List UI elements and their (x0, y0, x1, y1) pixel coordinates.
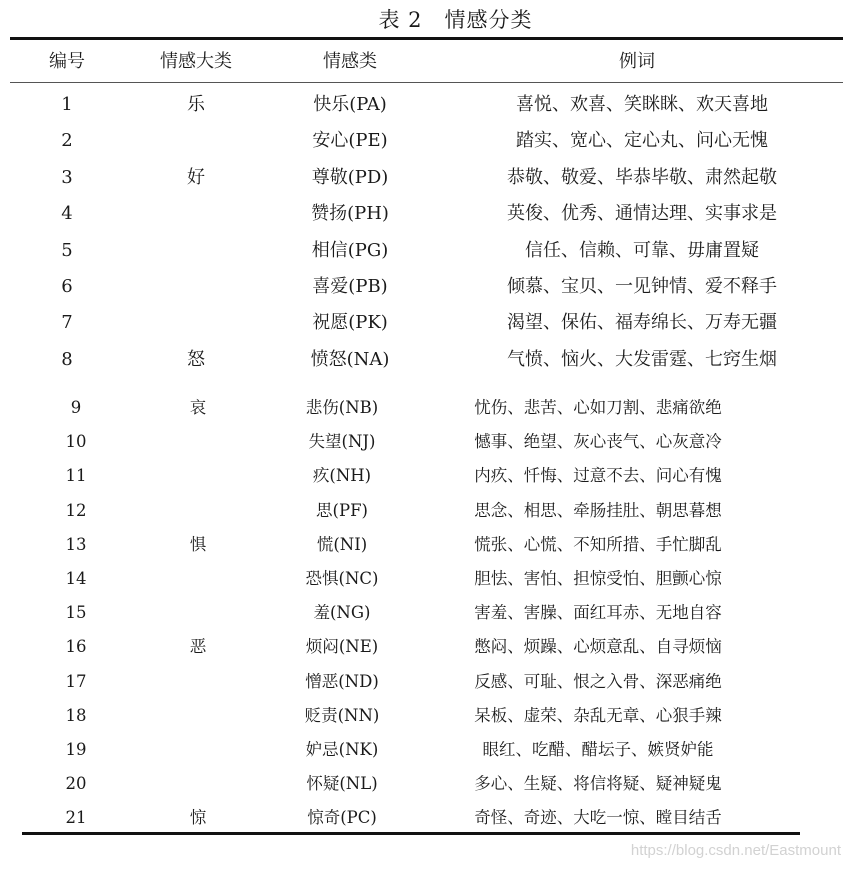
row-id: 7 (61, 312, 73, 333)
row-id: 19 (65, 740, 87, 759)
row-id: 11 (65, 466, 87, 485)
row-examples: 奇怪、奇迹、大吃一惊、瞠目结舌 (474, 808, 722, 827)
row-id: 1 (61, 94, 73, 115)
row-id: 3 (61, 167, 73, 188)
row-examples: 眼红、吃醋、醋坛子、嫉贤妒能 (482, 740, 714, 759)
row-examples: 慌张、心慌、不知所措、手忙脚乱 (474, 535, 722, 554)
row-category: 慌(NI) (316, 535, 368, 554)
row-category: 妒忌(NK) (305, 740, 379, 759)
row-examples: 憋闷、烦躁、心烦意乱、自寻烦恼 (474, 637, 722, 656)
row-id: 2 (61, 130, 73, 151)
row-major: 好 (187, 167, 205, 188)
row-major: 恶 (189, 637, 207, 656)
row-category: 赞扬(PH) (311, 203, 389, 224)
row-category: 憎恶(ND) (305, 672, 379, 691)
row-category: 喜爱(PB) (312, 276, 388, 297)
row-category: 烦闷(NE) (305, 637, 379, 656)
row-category: 祝愿(PK) (312, 312, 388, 333)
row-category: 失望(NJ) (308, 432, 376, 451)
table-header-rule (10, 82, 843, 83)
header-examples: 例词 (619, 51, 655, 72)
row-id: 16 (65, 637, 87, 656)
row-examples: 内疚、忏悔、过意不去、问心有愧 (474, 466, 722, 485)
row-category: 愤怒(NA) (310, 349, 390, 370)
row-id: 13 (65, 535, 87, 554)
header-category: 情感类 (323, 51, 377, 72)
row-id: 20 (65, 774, 87, 793)
row-examples: 踏实、宽心、定心丸、问心无愧 (516, 130, 768, 151)
header-id: 编号 (49, 51, 85, 72)
row-id: 15 (65, 603, 87, 622)
row-category: 安心(PE) (312, 130, 388, 151)
row-id: 12 (65, 501, 87, 520)
row-examples: 呆板、虚荣、杂乱无章、心狠手辣 (474, 706, 722, 725)
row-examples: 渴望、保佑、福寿绵长、万寿无疆 (507, 312, 777, 333)
row-major: 乐 (187, 94, 205, 115)
row-category: 怀疑(NL) (306, 774, 378, 793)
row-id: 8 (61, 349, 73, 370)
row-examples: 反感、可耻、恨之入骨、深恶痛绝 (474, 672, 722, 691)
row-id: 9 (70, 398, 82, 417)
watermark-text: https://blog.csdn.net/Eastmount (630, 842, 841, 859)
row-examples: 思念、相思、牵肠挂肚、朝思暮想 (474, 501, 722, 520)
row-examples: 憾事、绝望、灰心丧气、心灰意冷 (474, 432, 722, 451)
row-id: 21 (65, 808, 87, 827)
table-bottom-rule (22, 832, 800, 835)
row-major: 惊 (189, 808, 207, 827)
row-examples: 英俊、优秀、通情达理、实事求是 (507, 203, 777, 224)
header-major: 情感大类 (160, 51, 232, 72)
row-examples: 气愤、恼火、大发雷霆、七窍生烟 (507, 349, 777, 370)
row-category: 疚(NH) (312, 466, 372, 485)
row-id: 4 (61, 203, 73, 224)
row-category: 尊敬(PD) (311, 167, 389, 188)
table-caption: 表 2 情感分类 (378, 8, 533, 32)
table-top-rule (10, 37, 843, 40)
row-examples: 倾慕、宝贝、一见钟情、爱不释手 (507, 276, 777, 297)
row-id: 5 (61, 240, 73, 261)
row-category: 悲伤(NB) (305, 398, 379, 417)
row-category: 惊奇(PC) (307, 808, 377, 827)
row-examples: 胆怯、害怕、担惊受怕、胆颤心惊 (474, 569, 722, 588)
row-major: 惧 (189, 535, 207, 554)
row-category: 思(PF) (316, 501, 368, 520)
row-examples: 信任、信赖、可靠、毋庸置疑 (525, 240, 759, 261)
row-category: 相信(PG) (311, 240, 389, 261)
row-id: 6 (61, 276, 73, 297)
row-id: 18 (65, 706, 87, 725)
row-examples: 喜悦、欢喜、笑眯眯、欢天喜地 (516, 94, 768, 115)
row-id: 10 (65, 432, 87, 451)
row-examples: 多心、生疑、将信将疑、疑神疑鬼 (474, 774, 722, 793)
row-examples: 恭敬、敬爱、毕恭毕敬、肃然起敬 (507, 167, 777, 188)
row-examples: 忧伤、悲苦、心如刀割、悲痛欲绝 (474, 398, 722, 417)
row-category: 恐惧(NC) (305, 569, 379, 588)
row-category: 快乐(PA) (313, 94, 387, 115)
row-id: 14 (65, 569, 87, 588)
row-major: 哀 (189, 398, 207, 417)
row-category: 羞(NG) (313, 603, 371, 622)
row-id: 17 (65, 672, 87, 691)
row-category: 贬责(NN) (304, 706, 380, 725)
row-examples: 害羞、害臊、面红耳赤、无地自容 (474, 603, 722, 622)
row-major: 怒 (187, 349, 205, 370)
